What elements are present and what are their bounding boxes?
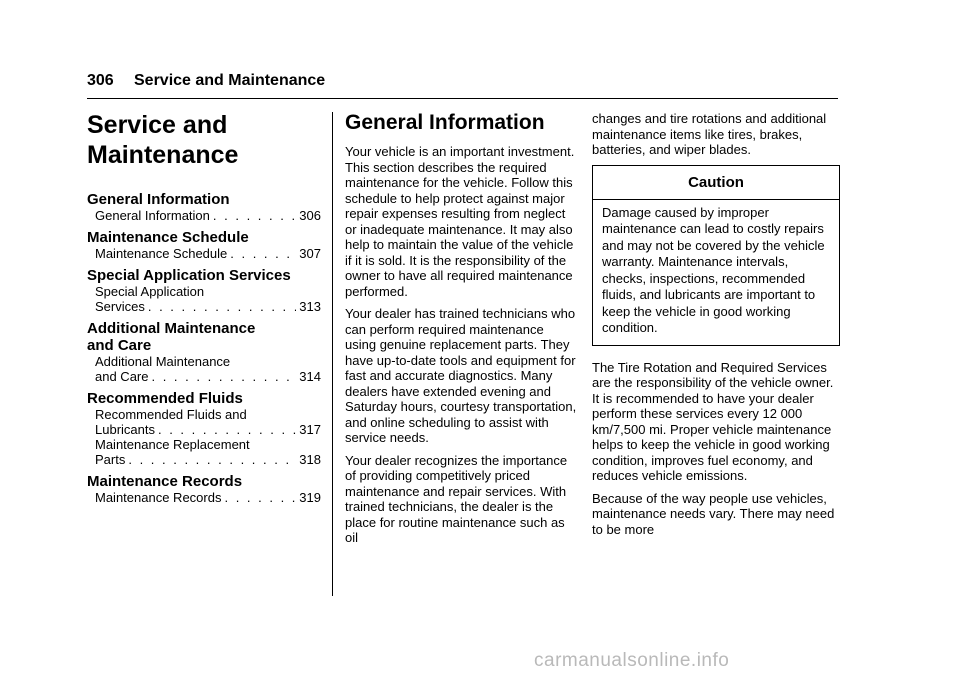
toc-section-maintenance-records	[87, 473, 321, 505]
watermark: carmanualsonline.info	[534, 650, 730, 671]
chapter-title: Service and Maintenance	[87, 111, 239, 169]
toc-heading[interactable]: Special Application Services	[87, 267, 291, 284]
leader-dots	[151, 369, 296, 384]
section-heading: General Information	[345, 111, 545, 134]
toc-section-recommended-fluids	[87, 390, 321, 467]
leader-dots	[148, 299, 296, 314]
toc-entry[interactable]: Lubricants . . . 317	[87, 422, 321, 437]
toc-page-number: 317	[299, 422, 321, 437]
paragraph: Your dealer recognizes the importance of providing competitively priced maintenance and repair services. With trained technicians, the dealer is the place for routine maintenance such as oil	[345, 452, 568, 545]
toc-heading[interactable]: General Information	[87, 191, 230, 208]
toc-section-special-application	[87, 267, 321, 314]
toc-page-number: 313	[299, 299, 321, 314]
toc-entry[interactable]: Services . . . 313	[87, 299, 321, 314]
column-divider	[332, 112, 333, 596]
leader-dots	[230, 246, 296, 261]
toc-page-number: 314	[299, 369, 321, 384]
paragraph: changes and tire rotations and additional maintenance items like tires, brakes, batteries, and wiper blades.	[592, 111, 827, 157]
body-column-1	[345, 110, 578, 553]
toc-heading[interactable]: Additional Maintenance and Care	[87, 320, 256, 354]
leader-dots	[224, 490, 296, 505]
toc-page-number: 318	[299, 452, 321, 467]
toc-entry-line[interactable]: Additional Maintenance	[95, 354, 231, 369]
toc-entry-line[interactable]: Recommended Fluids and	[95, 407, 247, 422]
caution-text: Damage caused by improper maintenance can lead to costly repairs and may not be covered by the vehicle warranty. Maintenance intervals, checks, inspections, recommended fluids, and lubricants are important to keep the vehicle in good working condition.	[602, 204, 825, 335]
paragraph: Your dealer has trained technicians who can perform required maintenance using genuine replacement parts. They have up-to-date tools and equipment for fast and accurate diagnostics. Many dealers have extended evening and Saturday hours, courtesy transportation, and online scheduling to assist with service needs.	[345, 306, 577, 445]
body-column-2	[592, 111, 840, 544]
toc-page-number: 319	[299, 490, 321, 505]
toc-entry-line[interactable]: Special Application	[95, 284, 205, 299]
paragraph: Because of the way people use vehicles, maintenance needs vary. There may need to be more	[592, 490, 835, 537]
page-number: 306	[87, 72, 114, 89]
toc-entry[interactable]: Maintenance Schedule . . . 307	[87, 246, 321, 261]
toc-entry[interactable]: Parts . . . 318	[87, 452, 321, 467]
toc-heading[interactable]: Recommended Fluids	[87, 390, 243, 407]
toc-page-number: 306	[299, 208, 321, 223]
leader-dots	[128, 452, 296, 467]
toc-section-maintenance-schedule	[87, 229, 321, 261]
toc-entry-line[interactable]: Maintenance Replacement	[95, 437, 250, 452]
caution-title: Caution	[593, 166, 839, 200]
page-header	[87, 72, 838, 99]
toc-heading[interactable]: Maintenance Records	[87, 473, 243, 490]
paragraph: The Tire Rotation and Required Services are the responsibility of the vehicle owner. It is recommended to have your dealer perform these services every 12 000 km/7,500 mi. Proper vehicle maintenance helps to keep the vehicle in good working condition, improves fuel economy, and reduces vehicle emissions.	[592, 359, 834, 483]
table-of-contents	[87, 110, 321, 511]
toc-entry[interactable]: and Care . . . 314	[87, 369, 321, 384]
paragraph: Your vehicle is an important investment. This section describes the required maintenance for the vehicle. Follow this schedule to help protect against major repair expenses resulting from neglect or inadequate maintenance. It may also help to maintain the value of the vehicle if it is sold. It is the responsibility of the owner to have all required maintenance performed.	[345, 144, 575, 299]
toc-entry[interactable]: Maintenance Records . . . 319	[87, 490, 321, 505]
toc-section-additional-maintenance	[87, 320, 321, 384]
caution-box	[592, 165, 840, 346]
leader-dots	[213, 208, 296, 223]
toc-section-general-information	[87, 191, 321, 223]
toc-heading[interactable]: Maintenance Schedule	[87, 229, 249, 246]
toc-page-number: 307	[299, 246, 321, 261]
leader-dots	[158, 422, 296, 437]
running-section-title: Service and Maintenance	[134, 72, 326, 89]
toc-entry[interactable]: General Information . . . 306	[87, 208, 321, 223]
